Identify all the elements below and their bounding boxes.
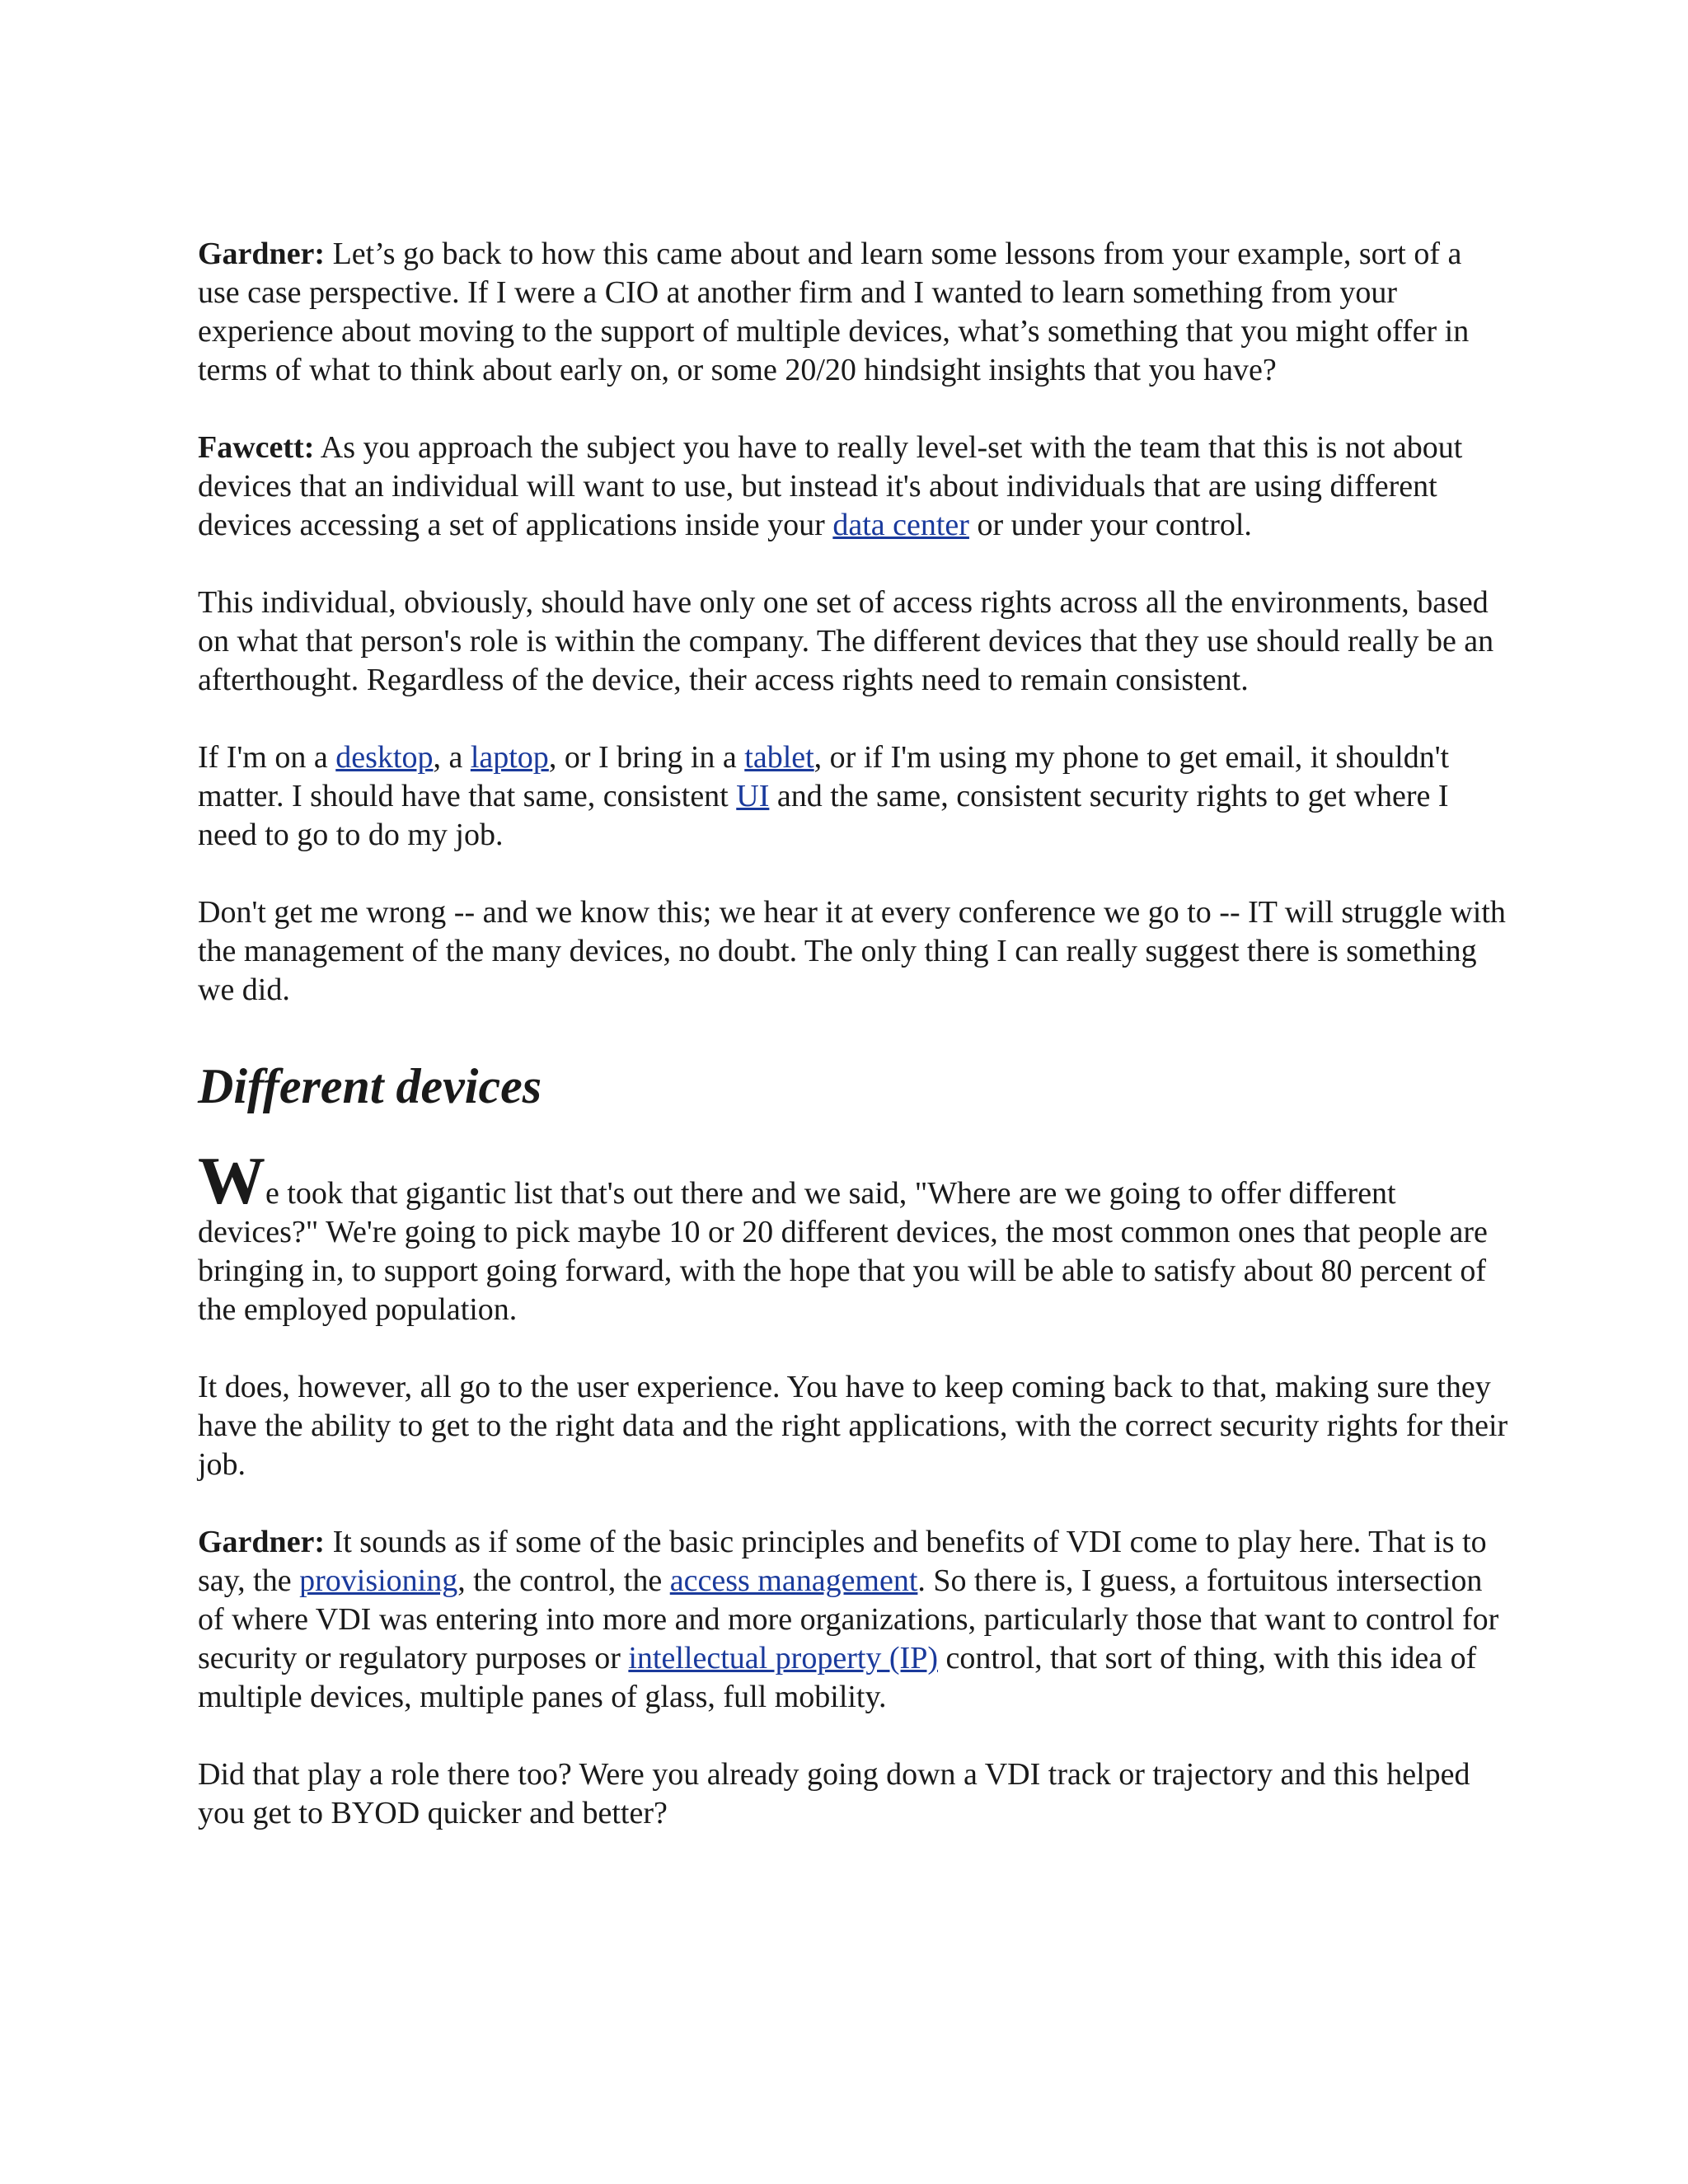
link-data-center[interactable]: data center (832, 508, 969, 542)
paragraph-gardner-question-2 (198, 1523, 1508, 1717)
paragraph-text: Let’s go back to how this came about and learn some lessons from your example, sort of a use case perspective. If I were a CIO at another firm and I wanted to learn something from your experience about moving to the support of multiple devices, what’s something that you might offer in terms of what to think about early on, or some 20/20 hindsight insights that you have? (198, 237, 1470, 387)
paragraph-text: If I'm on a (198, 740, 336, 775)
paragraph-text: It does, however, all go to the user experience. You have to keep coming back to that, making sure they have the ability to get to the right data and the right applications, with the correct security rights for their job. (198, 1370, 1508, 1482)
link-tablet[interactable]: tablet (744, 740, 814, 775)
paragraph-text: , a (433, 740, 471, 775)
paragraph-text: This individual, obviously, should have only one set of access rights across all the environments, based on what that person's role is within the company. The different devices that they use should really be an afterthought. Regardless of the device, their access rights need to remain consistent. (198, 585, 1494, 697)
paragraph-management-struggle (198, 893, 1508, 1010)
paragraph-text: and the same, consistent security rights to get where I need to go to do my job. (198, 779, 1449, 852)
link-provisioning[interactable]: provisioning (299, 1563, 458, 1598)
paragraph-text: Don't get me wrong -- and we know this; we hear it at every conference we go to -- IT will struggle with the management of the many devices, no doubt. The only thing I can really suggest there is something we did. (198, 895, 1506, 1007)
paragraph-devices (198, 738, 1508, 855)
link-laptop[interactable]: laptop (470, 740, 549, 775)
drop-cap: W (198, 1143, 265, 1218)
paragraph-text: , or I bring in a (548, 740, 745, 775)
paragraph-gardner-question-1 (198, 235, 1508, 390)
paragraph-text: , the control, the (457, 1563, 670, 1598)
link-ui[interactable]: UI (736, 779, 770, 813)
paragraph-text: It sounds as if some of the basic principles and benefits of VDI come to play here. That is to say, the (198, 1525, 1487, 1598)
paragraph-fawcett-answer-1 (198, 429, 1508, 545)
link-intellectual-property[interactable]: intellectual property (IP) (628, 1641, 938, 1675)
paragraph-text: e took that gigantic list that's out there and we said, "Where are we going to offer different devices?" We're going to pick maybe 10 or 20 different devices, the most common ones that people are bringing in, to support going forward, with the hope that you will be able to satisfy about 80 percent of the employed population. (198, 1176, 1488, 1327)
paragraph-text: As you approach the subject you have to really level-set with the team that this is not about devices that an individual will want to use, but instead it's about individuals that are using different devices accessing a set of applications inside your (198, 430, 1463, 542)
link-access-management[interactable]: access management (669, 1563, 918, 1598)
paragraph-text: . So there is, I guess, a fortuitous intersection of where VDI was entering into more and more organizations, particularly those that want to control for security or regulatory purposes or (198, 1563, 1499, 1675)
speaker-label: Gardner: (198, 1525, 326, 1559)
link-desktop[interactable]: desktop (335, 740, 434, 775)
paragraph-vdi-question (198, 1755, 1508, 1833)
speaker-label: Fawcett: (198, 430, 315, 465)
paragraph-user-experience (198, 1368, 1508, 1484)
paragraph-text: , or if I'm using my phone to get email, it shouldn't matter. I should have that same, consistent (198, 740, 1450, 813)
article-body (198, 235, 1508, 1872)
paragraph-text: or under your control. (968, 508, 1252, 542)
paragraph-text: control, that sort of thing, with this idea of multiple devices, multiple panes of glass, full mobility. (198, 1641, 1477, 1714)
speaker-label: Gardner: (198, 237, 326, 271)
paragraph-access-rights (198, 583, 1508, 700)
section-heading: Different devices (198, 1059, 542, 1113)
paragraph-text: Did that play a role there too? Were you already going down a VDI track or trajectory and this helped you get to BYOD quicker and better? (198, 1757, 1470, 1830)
paragraph-device-list (198, 1143, 1508, 1329)
